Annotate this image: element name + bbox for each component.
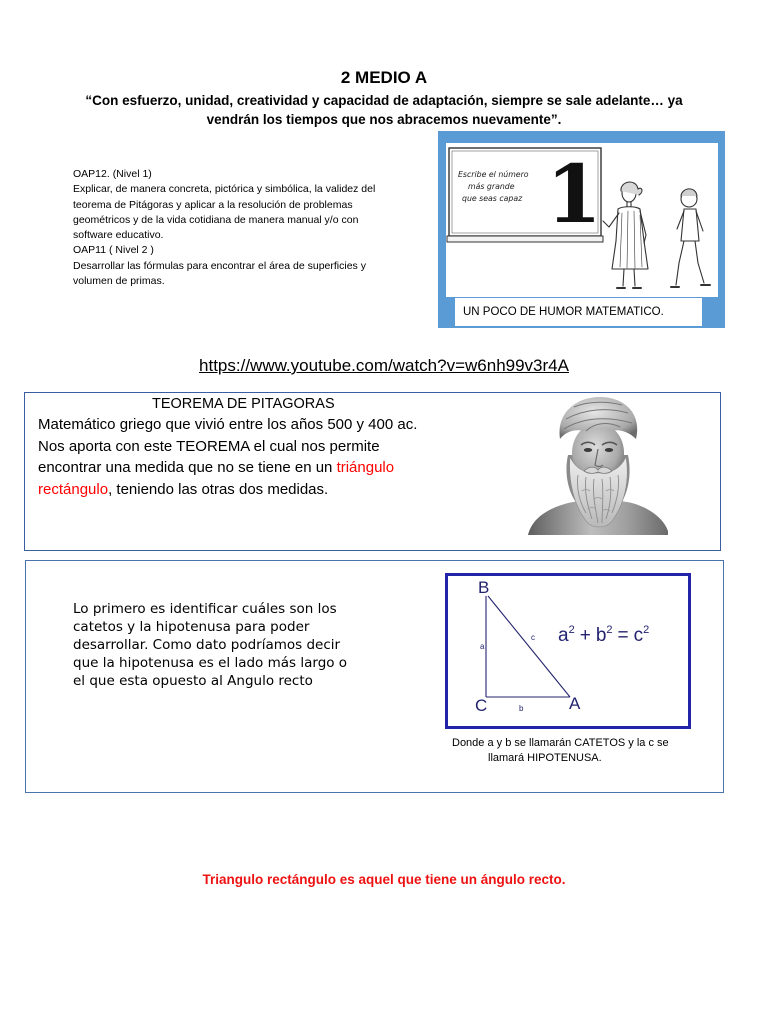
theorem-text: , teniendo las otras dos medidas. (108, 480, 329, 498)
formula-equals: = (617, 625, 629, 646)
quote-line: “Con esfuerzo, unidad, creatividad y capacidad de adaptación, siempre se sale adelante… ya (85, 93, 683, 108)
objective-line: Desarrollar las fórmulas para encontrar el área de superficies y (73, 259, 366, 272)
formula-term: a (558, 625, 569, 646)
objective-code: OAP12. (Nivel 1) (73, 168, 152, 180)
side-c-label: c (531, 633, 535, 642)
explanation-line: desarrollar. Como dato podríamos decir (73, 637, 341, 653)
theorem-description (38, 414, 417, 500)
vertex-b-label: B (478, 578, 490, 597)
explanation-line: que la hipotenusa es el lado más largo o (73, 655, 348, 671)
highlighted-term: triángulo (336, 459, 395, 476)
math-humor-frame (438, 131, 725, 328)
theorem-text: encontrar una medida que no se tiene en un (38, 459, 337, 476)
page-title: 2 MEDIO A (340, 68, 428, 87)
theorem-line (38, 479, 417, 501)
diagram-caption-line: Donde a y b se llamarán CATETOS y la c se (452, 737, 669, 749)
theorem-heading: TEOREMA DE PITAGORAS (152, 396, 335, 412)
identify-explanation (73, 600, 347, 690)
teacher-figure (603, 182, 648, 288)
vertex-a-label: A (569, 694, 581, 713)
cartoon-drawing (446, 143, 718, 297)
learning-objectives (73, 167, 375, 289)
board-text: más grande (468, 182, 515, 191)
objective-line: Explicar, de manera concreta, pictórica y simbólica, la validez del (73, 183, 376, 196)
diagram-caption-line: llamará HIPOTENUSA. (488, 752, 602, 764)
board-text: que seas capaz (462, 194, 523, 203)
formula-term: c (633, 625, 644, 646)
objective-line: teorema de Pitágoras y aplicar a la resolución de problemas (73, 198, 353, 211)
identify-sides-box (25, 560, 724, 793)
theorem-line: Matemático griego que vivió entre los años 500 y 400 ac. (38, 416, 418, 433)
humor-caption: UN POCO DE HUMOR MATEMATICO. (455, 298, 702, 326)
objective-line: volumen de primas. (73, 275, 165, 288)
theorem-info-box (24, 392, 721, 551)
math-humor-cartoon (446, 143, 718, 297)
board-text: Escribe el número (458, 170, 529, 179)
right-triangle-definition: Triangulo rectángulo es aquel que tiene un ángulo recto. (202, 872, 566, 887)
youtube-video-link[interactable]: https://www.youtube.com/watch?v=w6nh99v3r4A (199, 356, 569, 375)
theorem-line (38, 457, 417, 479)
formula-term: b (595, 625, 607, 646)
theorem-line: Nos aporta con este TEOREMA el cual nos permite (38, 437, 380, 455)
highlighted-term: rectángulo (38, 480, 109, 498)
explanation-line: Lo primero es identificar cuáles son los (73, 601, 337, 617)
right-triangle-diagram (445, 573, 691, 729)
explanation-line: el que esta opuesto al Angulo recto (73, 673, 313, 689)
objective-line: software educativo. (73, 229, 164, 242)
motivational-quote (0, 91, 768, 129)
formula-exponent: 2 (606, 624, 613, 636)
board-number: 1 (546, 147, 602, 241)
formula-exponent: 2 (643, 624, 650, 636)
child-figure (671, 189, 710, 287)
quote-line: vendrán los tiempos que nos abracemos nuevamente”. (206, 112, 562, 127)
formula-exponent: 2 (568, 624, 575, 636)
explanation-line: catetos y la hipotenusa para poder (73, 619, 310, 635)
side-b-label: b (519, 704, 524, 713)
objective-code: OAP11 ( Nivel 2 ) (73, 244, 154, 257)
side-a-label: a (480, 642, 485, 651)
video-link-row (0, 356, 768, 376)
vertex-c-label: C (475, 696, 488, 715)
pythagoras-bust-image (528, 395, 668, 535)
objective-line: geométricos y de la vida cotidiana de manera manual y/o con (73, 213, 359, 226)
formula-plus: + (579, 625, 591, 646)
